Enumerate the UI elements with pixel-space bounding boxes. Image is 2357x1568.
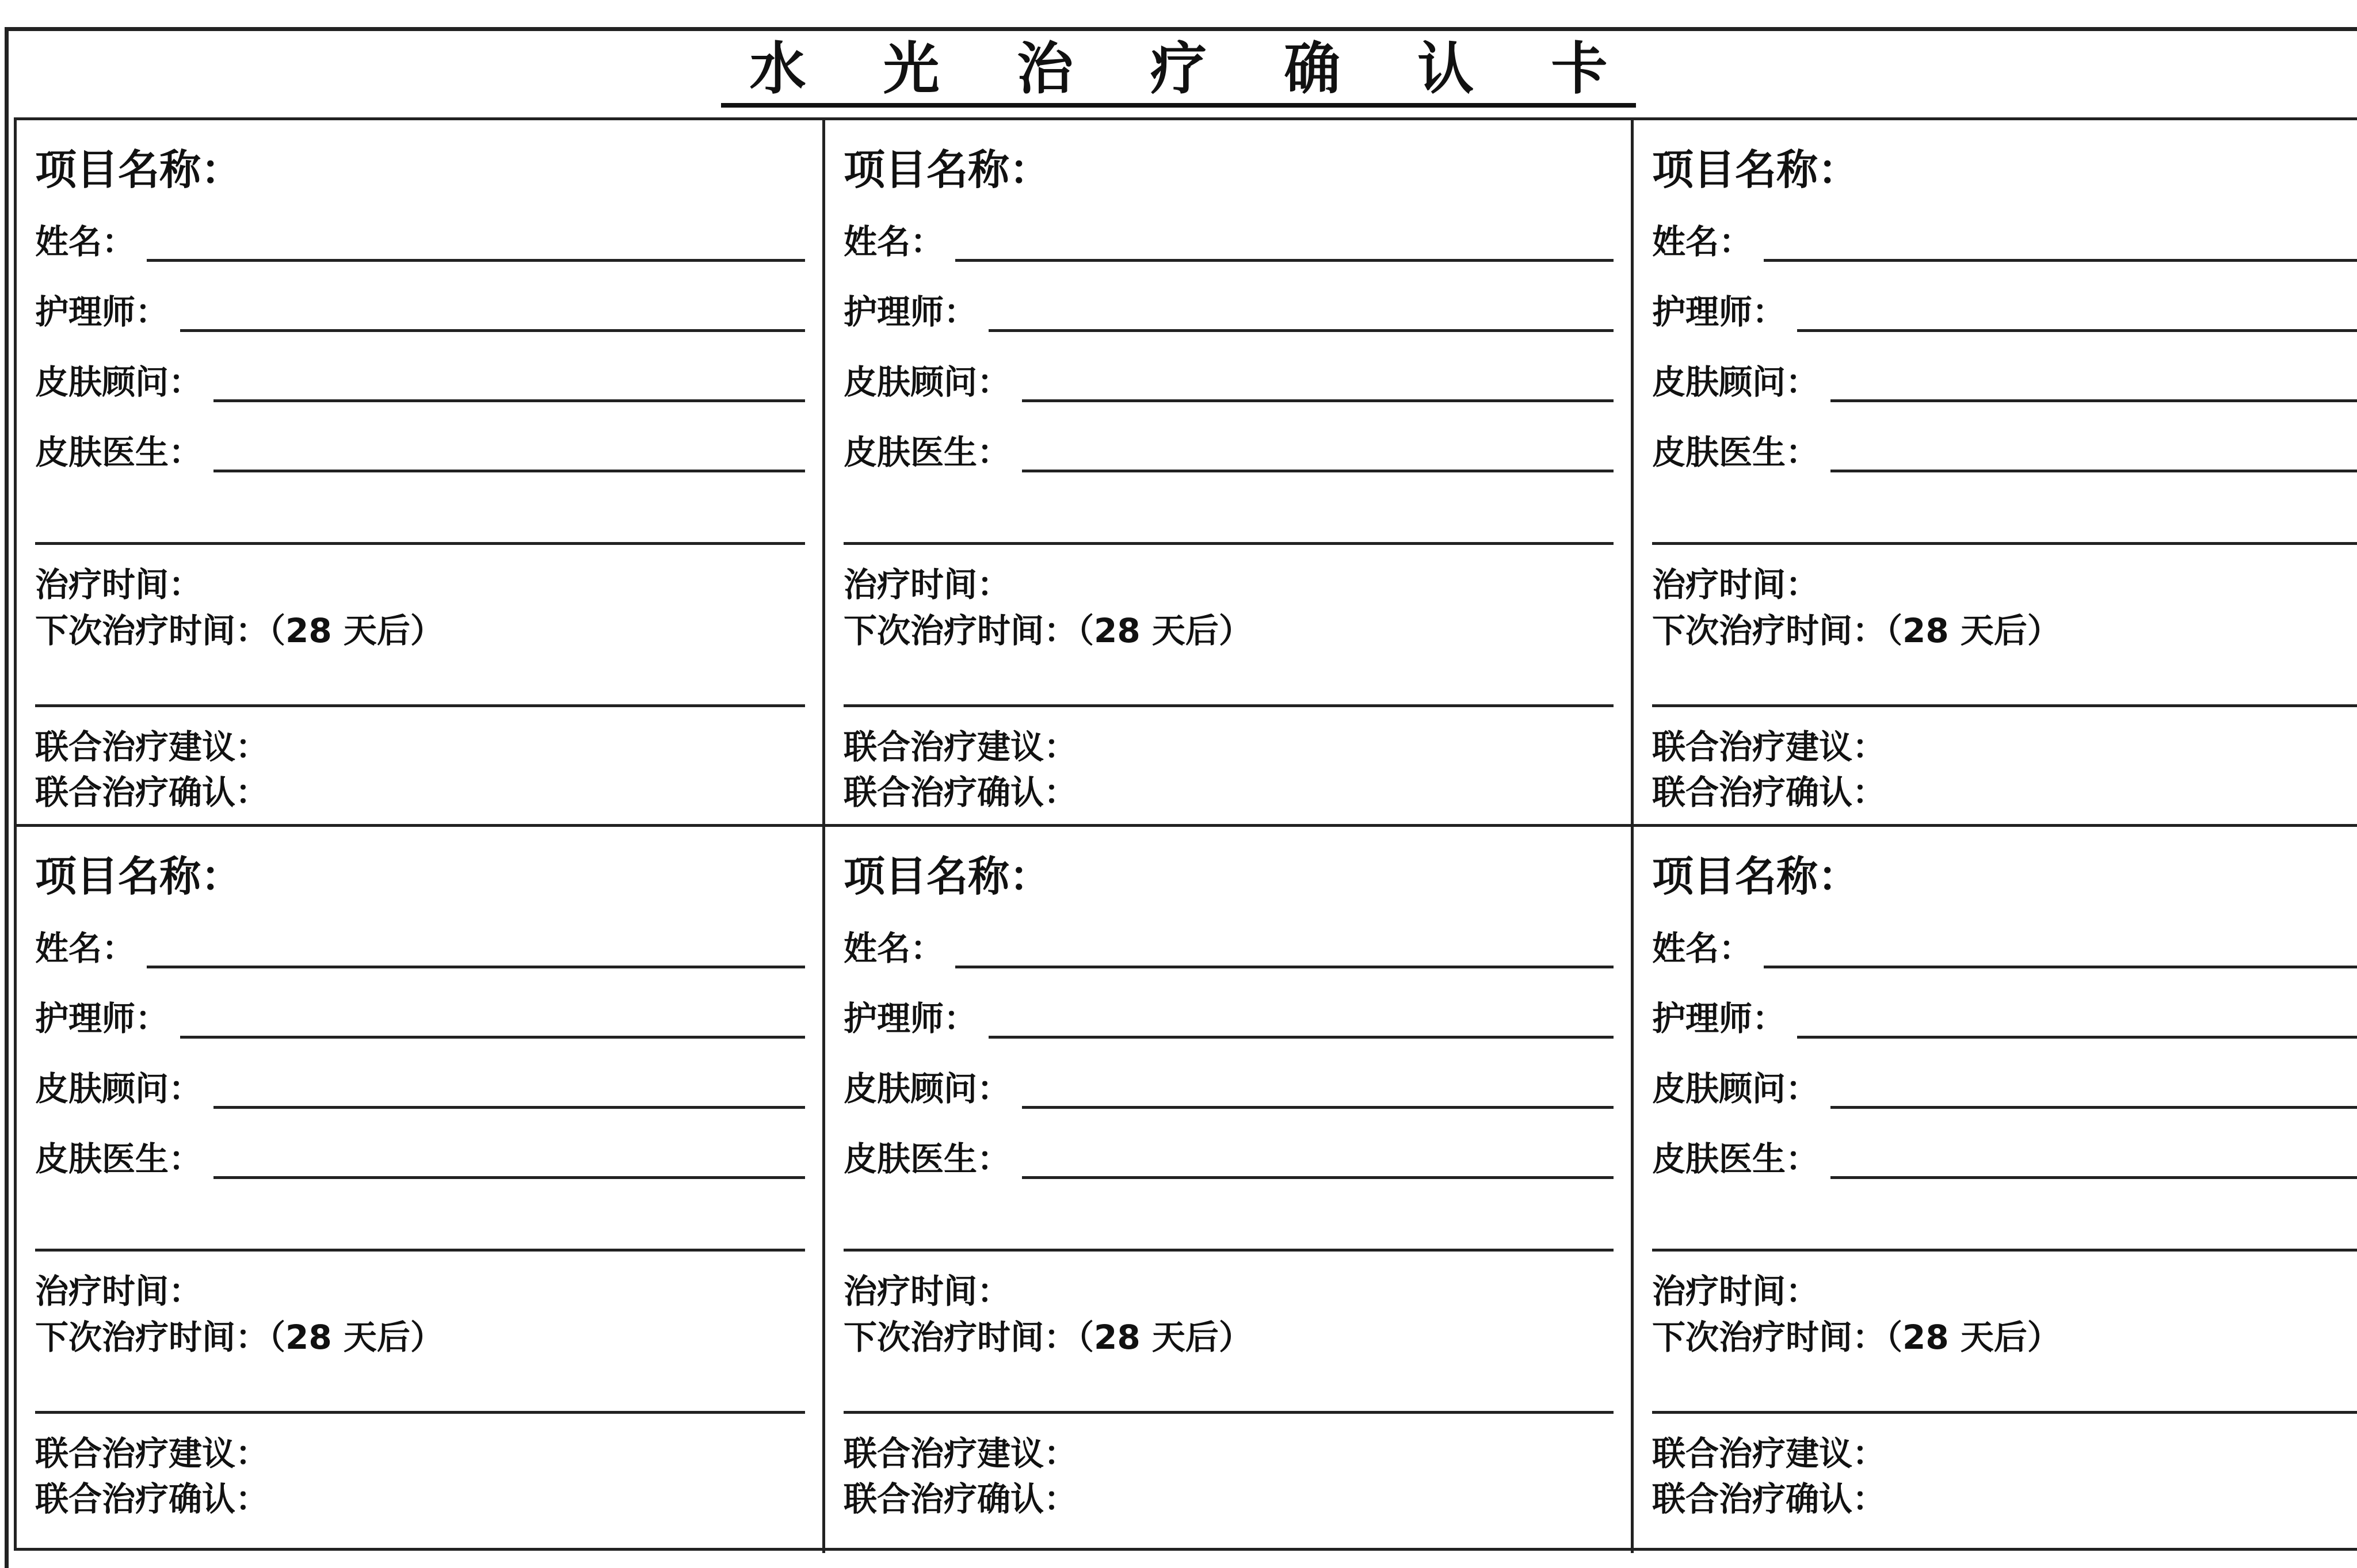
title-text: 水 光 治 疗 确 认 卡: [721, 36, 1637, 108]
confirmation-card: [17, 827, 825, 1553]
blank-write-line[interactable]: [1652, 704, 2357, 707]
blank-write-line[interactable]: [844, 1249, 1614, 1252]
project-name-label: 项目名称：: [1652, 852, 1860, 901]
doctor-field-row: [844, 1127, 1614, 1179]
nurse-label: 护理师：: [35, 999, 169, 1038]
nurse-input-line[interactable]: [180, 995, 805, 1039]
blank-write-line[interactable]: [35, 542, 805, 545]
nurse-field-row: [1652, 280, 2357, 332]
treatment-time-label: 治疗时间：: [1652, 565, 1820, 604]
name-input-line[interactable]: [1764, 925, 2357, 968]
doctor-label: 皮肤医生：: [1652, 1139, 1820, 1178]
doctor-field-row: [35, 421, 805, 472]
confirmation-card: [17, 120, 825, 827]
consultant-input-line[interactable]: [1022, 1066, 1614, 1109]
confirmation-card: [825, 120, 1634, 827]
joint-confirm-label: 联合治疗确认：: [1652, 773, 1886, 812]
consultant-field-row: [844, 350, 1614, 402]
consultant-label: 皮肤顾问：: [1652, 1069, 1820, 1108]
name-label: 姓名：: [844, 929, 944, 968]
blank-write-line[interactable]: [1652, 1411, 2357, 1414]
treatment-time-label: 治疗时间：: [1652, 1272, 1820, 1311]
doctor-input-line[interactable]: [213, 1136, 805, 1179]
name-field-row: [35, 917, 805, 968]
consultant-field-row: [1652, 1057, 2357, 1109]
next-treatment-time-label: 下次治疗时间：（28 天后）: [844, 611, 1252, 650]
nurse-label: 护理师：: [844, 999, 978, 1038]
card-grid: [14, 117, 2357, 1550]
card-sheet-title: [0, 35, 2357, 104]
doctor-label: 皮肤医生：: [1652, 433, 1820, 472]
nurse-field-row: [844, 280, 1614, 332]
project-name-label: 项目名称：: [35, 145, 243, 194]
blank-write-line[interactable]: [844, 1411, 1614, 1414]
joint-advice-label: 联合治疗建议：: [35, 727, 269, 766]
name-label: 姓名：: [1652, 222, 1753, 261]
doctor-field-row: [844, 421, 1614, 472]
consultant-field-row: [1652, 350, 2357, 402]
joint-confirm-label: 联合治疗确认：: [35, 773, 269, 812]
doctor-input-line[interactable]: [1022, 1136, 1614, 1179]
joint-confirm-label: 联合治疗确认：: [844, 1479, 1078, 1519]
consultant-input-line[interactable]: [213, 1066, 805, 1109]
project-name-label: 项目名称：: [35, 852, 243, 901]
doctor-label: 皮肤医生：: [35, 433, 203, 472]
name-input-line[interactable]: [1764, 219, 2357, 262]
doctor-input-line[interactable]: [1830, 1136, 2357, 1179]
blank-write-line[interactable]: [35, 704, 805, 707]
confirmation-card: [825, 827, 1634, 1553]
name-input-line[interactable]: [955, 219, 1614, 262]
name-field-row: [844, 917, 1614, 968]
nurse-field-row: [35, 280, 805, 332]
doctor-label: 皮肤医生：: [844, 1139, 1011, 1178]
name-label: 姓名：: [35, 222, 136, 261]
consultant-input-line[interactable]: [1830, 1066, 2357, 1109]
nurse-input-line[interactable]: [1797, 995, 2357, 1039]
name-label: 姓名：: [35, 929, 136, 968]
doctor-field-row: [1652, 1127, 2357, 1179]
nurse-label: 护理师：: [35, 292, 169, 331]
doctor-label: 皮肤医生：: [35, 1139, 203, 1178]
doctor-field-row: [1652, 421, 2357, 472]
doctor-input-line[interactable]: [213, 429, 805, 472]
name-field-row: [1652, 210, 2357, 262]
consultant-field-row: [844, 1057, 1614, 1109]
confirmation-card: [1634, 827, 2357, 1553]
doctor-input-line[interactable]: [1022, 429, 1614, 472]
name-input-line[interactable]: [147, 925, 805, 968]
nurse-field-row: [1652, 987, 2357, 1039]
consultant-input-line[interactable]: [1830, 359, 2357, 402]
nurse-label: 护理师：: [1652, 292, 1786, 331]
consultant-input-line[interactable]: [213, 359, 805, 402]
next-treatment-time-label: 下次治疗时间：（28 天后）: [1652, 611, 2061, 650]
joint-confirm-label: 联合治疗确认：: [35, 1479, 269, 1519]
doctor-input-line[interactable]: [1830, 429, 2357, 472]
blank-write-line[interactable]: [844, 542, 1614, 545]
name-field-row: [35, 210, 805, 262]
blank-write-line[interactable]: [35, 1411, 805, 1414]
next-treatment-time-label: 下次治疗时间：（28 天后）: [1652, 1318, 2061, 1357]
project-name-label: 项目名称：: [844, 145, 1051, 194]
joint-advice-label: 联合治疗建议：: [844, 727, 1078, 766]
nurse-field-row: [844, 987, 1614, 1039]
consultant-label: 皮肤顾问：: [1652, 363, 1820, 402]
blank-write-line[interactable]: [1652, 542, 2357, 545]
consultant-label: 皮肤顾问：: [844, 1069, 1011, 1108]
joint-advice-label: 联合治疗建议：: [1652, 1434, 1886, 1473]
nurse-label: 护理师：: [844, 292, 978, 331]
blank-write-line[interactable]: [35, 1249, 805, 1252]
name-field-row: [844, 210, 1614, 262]
nurse-label: 护理师：: [1652, 999, 1786, 1038]
joint-advice-label: 联合治疗建议：: [844, 1434, 1078, 1473]
nurse-input-line[interactable]: [989, 289, 1614, 332]
joint-confirm-label: 联合治疗确认：: [1652, 1479, 1886, 1519]
grid-bottom-border: [14, 1548, 2357, 1551]
consultant-field-row: [35, 350, 805, 402]
joint-advice-label: 联合治疗建议：: [35, 1434, 269, 1473]
treatment-time-label: 治疗时间：: [35, 1272, 203, 1311]
nurse-field-row: [35, 987, 805, 1039]
joint-advice-label: 联合治疗建议：: [1652, 727, 1886, 766]
consultant-label: 皮肤顾问：: [844, 363, 1011, 402]
consultant-label: 皮肤顾问：: [35, 1069, 203, 1108]
project-name-label: 项目名称：: [1652, 145, 1860, 194]
name-label: 姓名：: [1652, 929, 1753, 968]
treatment-time-label: 治疗时间：: [844, 1272, 1011, 1311]
blank-write-line[interactable]: [844, 704, 1614, 707]
name-input-line[interactable]: [955, 925, 1614, 968]
treatment-time-label: 治疗时间：: [35, 565, 203, 604]
name-field-row: [1652, 917, 2357, 968]
name-input-line[interactable]: [147, 219, 805, 262]
next-treatment-time-label: 下次治疗时间：（28 天后）: [35, 611, 444, 650]
nurse-input-line[interactable]: [989, 995, 1614, 1039]
consultant-input-line[interactable]: [1022, 359, 1614, 402]
confirmation-card: [1634, 120, 2357, 827]
nurse-input-line[interactable]: [180, 289, 805, 332]
next-treatment-time-label: 下次治疗时间：（28 天后）: [35, 1318, 444, 1357]
consultant-label: 皮肤顾问：: [35, 363, 203, 402]
doctor-label: 皮肤医生：: [844, 433, 1011, 472]
consultant-field-row: [35, 1057, 805, 1109]
joint-confirm-label: 联合治疗确认：: [844, 773, 1078, 812]
nurse-input-line[interactable]: [1797, 289, 2357, 332]
blank-write-line[interactable]: [1652, 1249, 2357, 1252]
project-name-label: 项目名称：: [844, 852, 1051, 901]
doctor-field-row: [35, 1127, 805, 1179]
name-label: 姓名：: [844, 222, 944, 261]
treatment-time-label: 治疗时间：: [844, 565, 1011, 604]
next-treatment-time-label: 下次治疗时间：（28 天后）: [844, 1318, 1252, 1357]
